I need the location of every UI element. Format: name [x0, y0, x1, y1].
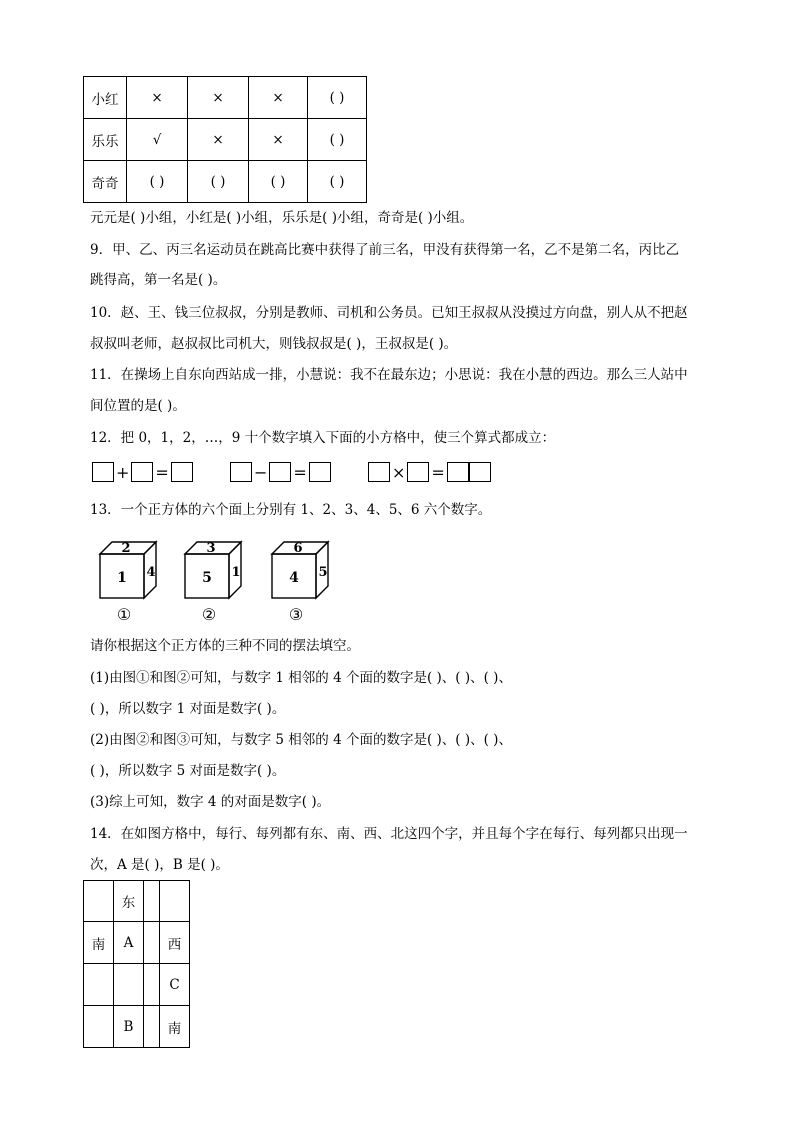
- table-cell: ( ): [308, 77, 367, 119]
- cube-side-number: 5: [318, 565, 328, 580]
- q14-line2: 次，A 是( )，B 是( )。: [90, 857, 229, 873]
- grid-cell: B: [114, 1006, 144, 1048]
- q13-part1-line1: (1)由图①和图②可知，与数字 1 相邻的 4 个面的数字是( )、( )、( )、: [90, 670, 512, 686]
- q13-text: 13．一个正方体的六个面上分别有 1、2、3、4、5、6 六个数字。: [90, 502, 492, 518]
- blank-box[interactable]: [230, 462, 252, 482]
- q14-line1: 14．在如图方格中，每行、每列都有东、南、西、北这四个字，并且每个字在每行、每列都只出现一: [90, 826, 688, 842]
- table-cell: ×: [188, 119, 249, 161]
- equals-sign: =: [155, 462, 169, 482]
- row-name: 奇奇: [84, 161, 127, 203]
- grid-cell: 南: [84, 922, 114, 964]
- blank-box[interactable]: [407, 462, 429, 482]
- cube-label: ②: [201, 605, 217, 624]
- blank-box[interactable]: [171, 462, 193, 482]
- cube-figures: [92, 538, 352, 626]
- cube-front-number: 5: [202, 570, 212, 586]
- q8-answer-line: 元元是( )小组，小红是( )小组，乐乐是( )小组，奇奇是( )小组。: [90, 210, 474, 226]
- table-cell: √: [127, 119, 188, 161]
- q13-part2-line1: (2)由图②和图③可知，与数字 5 相邻的 4 个面的数字是( )、( )、( )、: [90, 732, 512, 748]
- cube-top-number: 6: [293, 541, 303, 556]
- q9-line2: 跳得高，第一名是( )。: [90, 272, 227, 288]
- grid-cell: [144, 881, 160, 922]
- blank-box[interactable]: [92, 462, 114, 482]
- multiplication-equation: [368, 462, 491, 482]
- equals-sign: =: [431, 462, 445, 482]
- direction-grid: [83, 880, 190, 1048]
- cube-3: [272, 541, 328, 624]
- table-cell: ×: [249, 119, 308, 161]
- minus-sign: −: [254, 462, 268, 482]
- table-cell: ( ): [249, 161, 308, 203]
- grid-cell: [84, 964, 114, 1006]
- q10-line2: 叔叔叫老师，赵叔叔比司机大，则钱叔叔是( )，王叔叔是( )。: [90, 336, 458, 352]
- q10-line1: 10．赵、王、钱三位叔叔，分别是教师、司机和公务员。已知王叔叔从没摸过方向盘，别人从不把赵: [90, 305, 688, 321]
- grid-cell: 东: [114, 881, 144, 922]
- q11-line2: 间位置的是( )。: [90, 398, 186, 414]
- q11-line1: 11．在操场上自东向西站成一排，小慧说：我不在最东边；小思说：我在小慧的西边。那么三人站中: [90, 367, 688, 383]
- blank-box[interactable]: [269, 462, 291, 482]
- row-name: 乐乐: [84, 119, 127, 161]
- table-cell: ( ): [127, 161, 188, 203]
- times-sign: ×: [392, 462, 406, 482]
- subtraction-equation: [230, 462, 331, 482]
- table-cell: ×: [127, 77, 188, 119]
- grid-cell: [84, 1006, 114, 1048]
- q13-prompt: 请你根据这个正方体的三种不同的摆法填空。: [90, 638, 360, 654]
- blank-box[interactable]: [469, 462, 491, 482]
- grid-cell: [160, 881, 190, 922]
- table-cell: ×: [188, 77, 249, 119]
- q13-part3: (3)综上可知，数字 4 的对面是数字( )。: [90, 794, 331, 810]
- equals-sign: =: [293, 462, 307, 482]
- grid-cell: [114, 964, 144, 1006]
- grid-cell: [144, 1006, 160, 1048]
- blank-box[interactable]: [368, 462, 390, 482]
- table-cell: ×: [249, 77, 308, 119]
- cube-label: ①: [116, 605, 132, 624]
- grid-cell: C: [160, 964, 190, 1006]
- cube-side-number: 4: [146, 565, 156, 580]
- grid-cell: [84, 881, 114, 922]
- row-name: 小红: [84, 77, 127, 119]
- logic-table: [83, 76, 367, 203]
- cube-1: [100, 541, 156, 624]
- cube-top-number: 3: [206, 541, 216, 556]
- blank-box[interactable]: [447, 462, 469, 482]
- addition-equation: [92, 462, 193, 482]
- table-cell: ( ): [188, 161, 249, 203]
- grid-cell: 西: [160, 922, 190, 964]
- grid-cell: [144, 922, 160, 964]
- q13-part1-line2: ( )，所以数字 1 对面是数字( )。: [90, 701, 286, 717]
- grid-cell: 南: [160, 1006, 190, 1048]
- table-cell: ( ): [308, 119, 367, 161]
- table-cell: ( ): [308, 161, 367, 203]
- cube-side-number: 1: [231, 565, 241, 580]
- q9-line1: 9．甲、乙、丙三名运动员在跳高比赛中获得了前三名，甲没有获得第一名，乙不是第二名，丙比乙: [90, 242, 680, 258]
- q13-part2-line2: ( )，所以数字 5 对面是数字( )。: [90, 763, 286, 779]
- cube-2: [185, 541, 241, 624]
- grid-cell: [144, 964, 160, 1006]
- cube-top-number: 2: [121, 541, 131, 556]
- cube-label: ③: [288, 605, 304, 624]
- plus-sign: +: [116, 462, 130, 482]
- blank-box[interactable]: [131, 462, 153, 482]
- grid-cell: A: [114, 922, 144, 964]
- q12-text: 12．把 0，1，2，…，9 十个数字填入下面的小方格中，使三个算式都成立：: [90, 430, 556, 446]
- cube-front-number: 1: [117, 570, 127, 586]
- cube-front-number: 4: [289, 570, 299, 586]
- blank-box[interactable]: [309, 462, 331, 482]
